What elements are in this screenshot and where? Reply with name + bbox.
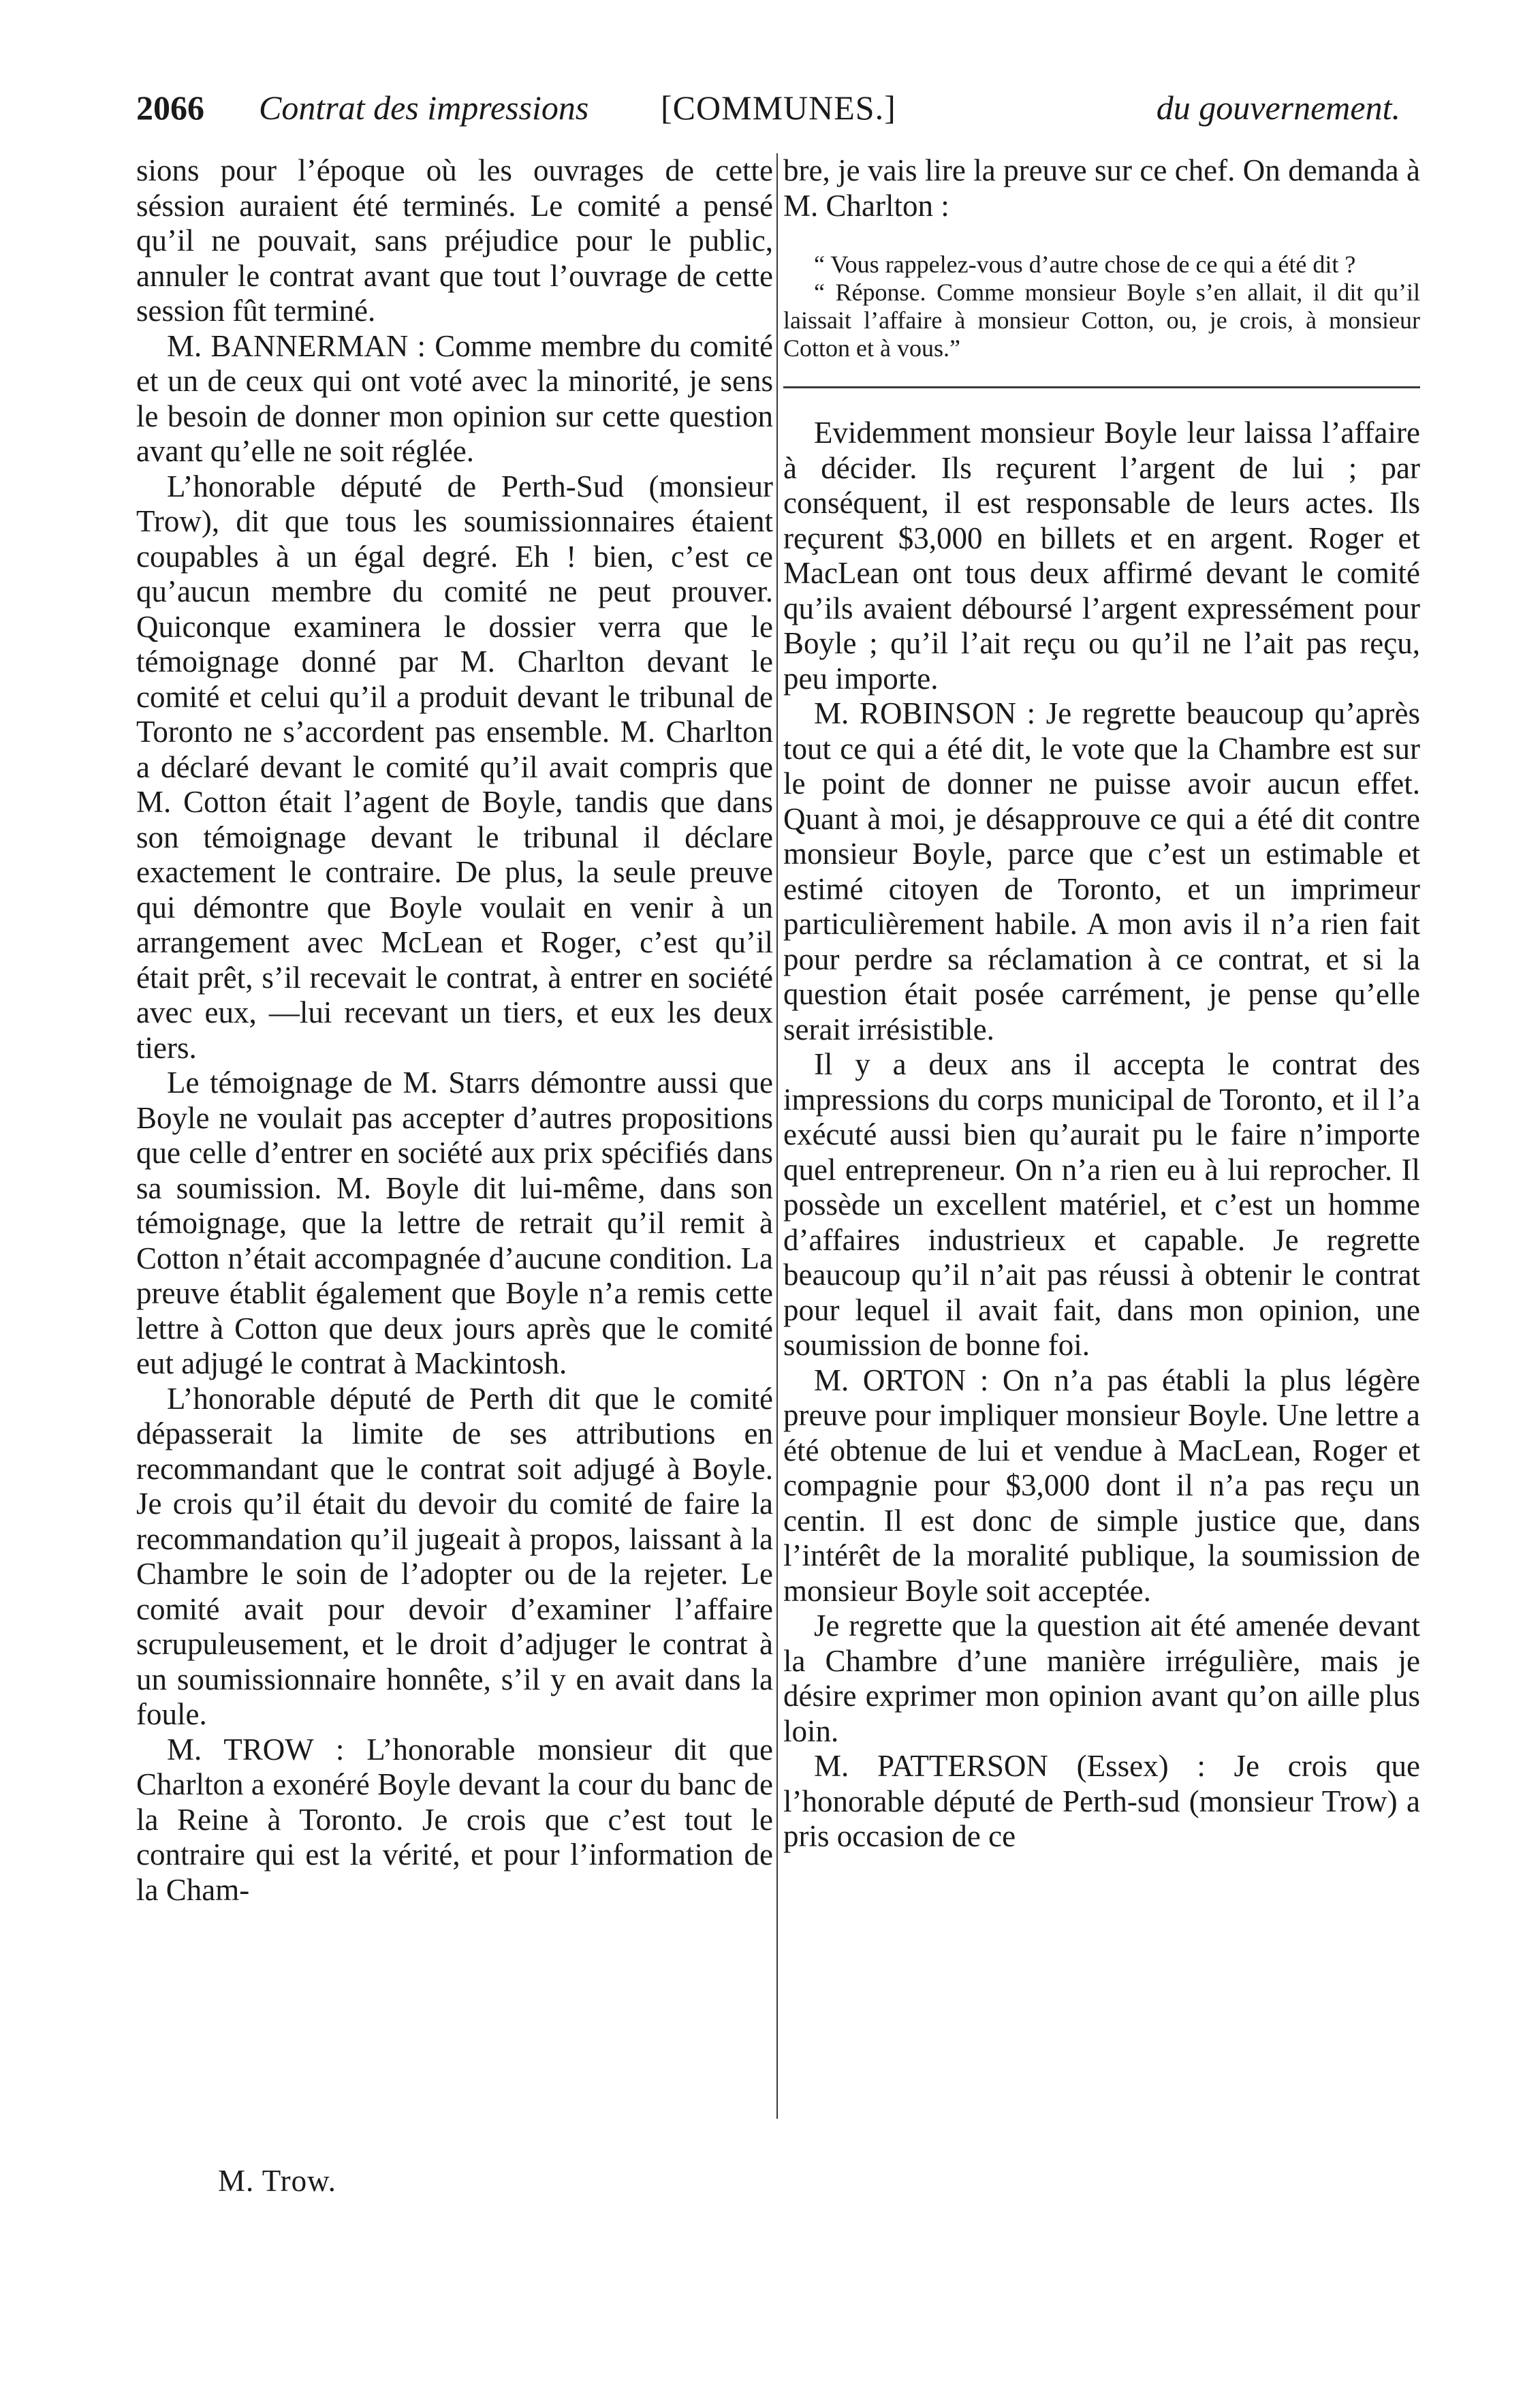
footer-signature: M. Trow.: [218, 2164, 336, 2198]
running-subject: du gouvernement.: [1156, 89, 1400, 127]
paragraph-bannerman: M. BANNERMAN : Comme membre du comité et un de ceux qui ont voté avec la minorité, je sens le besoin de donner mon opinion sur cette question avant qu’elle ne soit réglée.: [136, 328, 773, 468]
paragraph: L’honorable député de Perth dit que le comité dépasserait la limite de ses attributions en recommandant que le contrat soit adjugé à Boyle. Je crois qu’il était du devoir du comité de faire la recommandation qu’il jugeait à propos, laissant à la Chambre le soin de l’adopter ou de la rejeter. Le comité avait pour devoir d’examiner l’affaire scrupuleusement, et le droit d’adjuger le contrat à un soumissionnaire honnête, s’il y en avait dans la foule.: [136, 1381, 773, 1731]
running-head: [136, 80, 1400, 135]
paragraph: Evidemment monsieur Boyle leur laissa l’affaire à décider. Ils reçurent l’argent de lui ; par conséquent, il est responsable de leurs actes. Ils reçurent $3,000 en billets et en argent. Roger et MacLean ont tous deux affirmé devant le comité qu’ils avaient déboursé l’argent expressément pour Boyle ; qu’il l’ait reçu ou qu’il ne l’ait pas reçu, peu importe.: [783, 416, 1420, 696]
paragraph: Je regrette que la question ait été amenée devant la Chambre d’une manière irrégulière, mais je désire exprimer mon opinion avant qu’on aille plus loin.: [783, 1609, 1420, 1748]
left-column: [136, 153, 773, 1908]
quote-divider: [783, 386, 1420, 388]
paragraph: Le témoignage de M. Starrs démontre aussi que Boyle ne voulait pas accepter d’autres propositions que celle d’entrer en société aux prix spécifiés dans sa soumission. M. Boyle dit lui-même, dans son témoignage, que la lettre de retrait qu’il remit à Cotton n’était accompagnée d’aucune condition. La preuve établit également que Boyle n’a remis cette lettre à Cotton que deux jours après que le comité eut adjugé le contrat à Mackintosh.: [136, 1066, 773, 1380]
paragraph-robinson: M. ROBINSON : Je regrette beaucoup qu’après tout ce qui a été dit, le vote que la Chambre est sur le point de donner ne puisse avoir aucun effet. Quant à moi, je désapprouve ce qui a été dit contre monsieur Boyle, parce que c’est un estimable et estimé citoyen de Toronto, et un imprimeur particulièrement habile. A mon avis il n’a rien fait pour perdre sa réclamation à ce contrat, et si la question était posée carrément, je pense qu’elle serait irrésistible.: [783, 696, 1420, 1046]
paragraph-orton: M. ORTON : On n’a pas établi la plus légère preuve pour impliquer monsieur Boyle. Une lettre a été obtenue de lui et vendue à MacLean, Roger et compagnie pour $3,000 dont il n’a pas reçu un centin. Il est donc de simple justice que, dans l’intérêt de la moralité publique, la soumission de monsieur Boyle soit acceptée.: [783, 1363, 1420, 1608]
paragraph-trow: M. TROW : L’honorable monsieur dit que Charlton a exonéré Boyle devant la cour du banc de la Reine à Toronto. Je crois que c’est tout le contraire qui est la vérité, et pour l’information de la Cham-: [136, 1732, 773, 1907]
paragraph: sions pour l’époque où les ouvrages de cette séssion auraient été terminés. Le comité a pensé qu’il ne pouvait, sans préjudice pour le public, annuler le contrat avant que tout l’ouvrage de cette session fût terminé.: [136, 153, 773, 328]
page-number: 2066: [136, 89, 204, 127]
paragraph-patterson: M. PATTERSON (Essex) : Je crois que l’honorable député de Perth-sud (monsieur Trow) a pris occasion de ce: [783, 1749, 1420, 1853]
paragraph: L’honorable député de Perth-Sud (monsieur Trow), dit que tous les soumissionnaires étaient coupables à un égal degré. Eh ! bien, c’est ce qu’aucun membre du comité ne peut prouver. Quiconque examinera le dossier verra que le témoignage donné par M. Charlton devant le comité et celui qu’il a produit devant le tribunal de Toronto ne s’accordent pas ensemble. M. Charlton a déclaré devant le comité qu’il avait compris que M. Cotton était l’agent de Boyle, tandis que dans son témoignage devant le tribunal il déclare exactement le contraire. De plus, la seule preuve qui démontre que Boyle voulait en venir à un arrangement avec McLean et Roger, c’est qu’il était prêt, s’il recevait le contrat, à entrer en société avec eux, —lui recevant un tiers, et eux les deux tiers.: [136, 469, 773, 1065]
paragraph: Il y a deux ans il accepta le contrat des impressions du corps municipal de Toronto, et il l’a exécuté aussi bien qu’aurait pu le faire n’importe quel entrepreneur. On n’a rien eu à lui reprocher. Il possède un excellent matériel, et c’est un homme d’affaires industrieux et capable. Je regrette beaucoup qu’il n’ait pas réussi à obtenir le contrat pour lequel il avait fait, dans mon opinion, une soumission de bonne foi.: [783, 1047, 1420, 1362]
quoted-testimony: “ Réponse. Comme monsieur Boyle s’en allait, il dit qu’il laissait l’affaire à monsieur Cotton, ou, je crois, à monsieur Cotton et à vous.”: [783, 279, 1420, 362]
quoted-testimony: “ Vous rappelez-vous d’autre chose de ce qui a été dit ?: [814, 251, 1356, 278]
running-title: Contrat des impressions: [259, 89, 589, 127]
column-divider: [776, 153, 778, 2119]
paragraph: bre, je vais lire la preuve sur ce chef. On demanda à M. Charlton :: [783, 153, 1420, 223]
right-column: [783, 153, 1420, 1854]
running-house: [COMMUNES.]: [661, 89, 896, 127]
